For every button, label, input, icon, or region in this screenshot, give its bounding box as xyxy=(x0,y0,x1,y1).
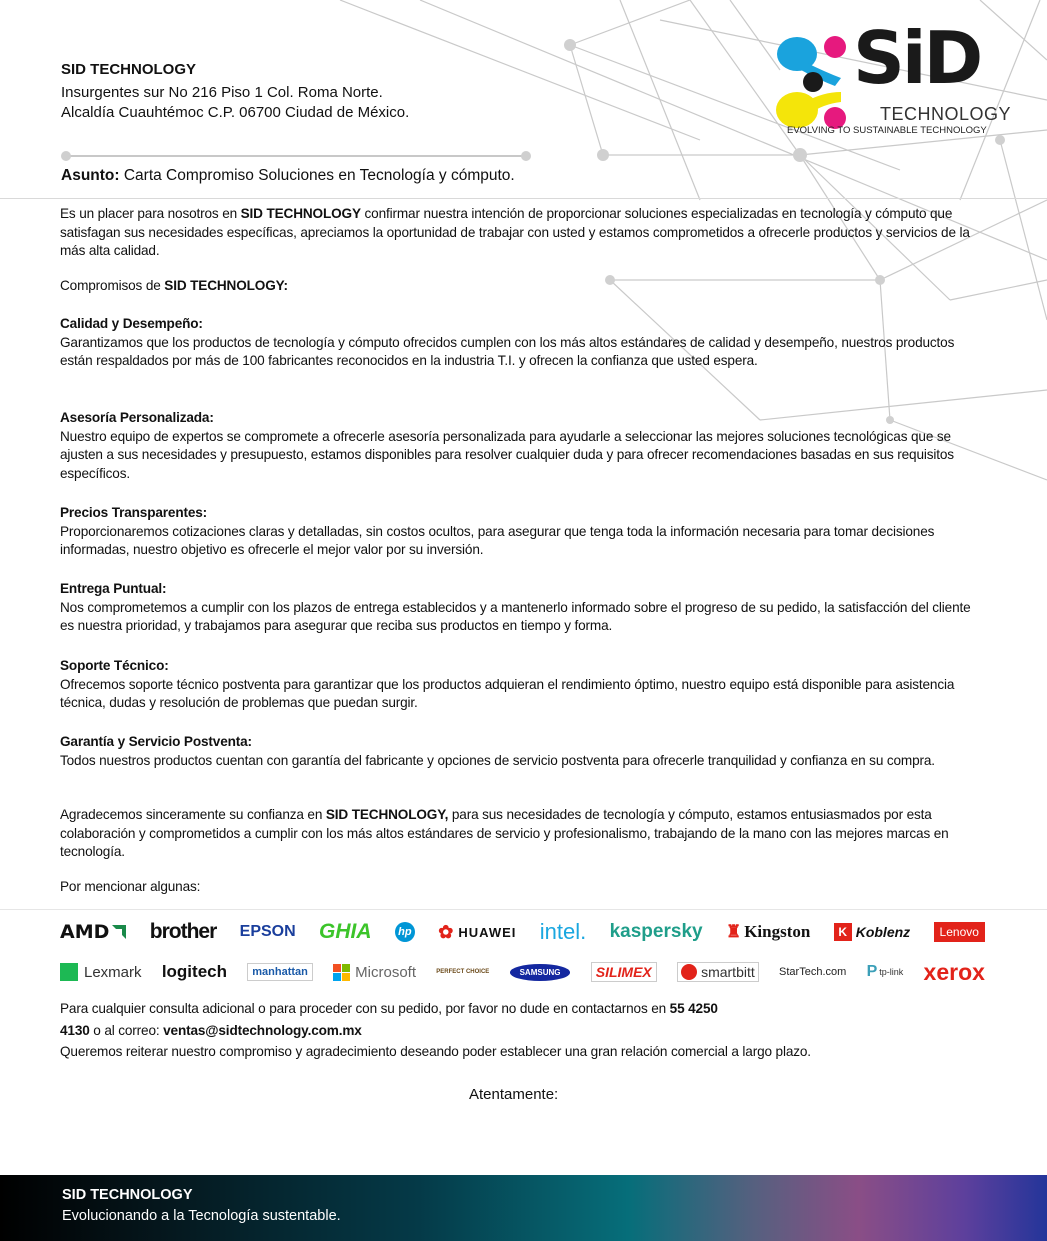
brand-logo-perfect-choice: PERFECT CHOICE xyxy=(436,969,490,975)
brand-logo-hp: hp xyxy=(395,922,415,942)
section-text: Ofrecemos soporte técnico postventa para garantizar que los productos adquieran el rendimiento óptimo, nuestro equipo está disponible para asistencia técnica, dudas y resolución de problemas que puedan surgir. xyxy=(60,676,955,710)
section-title: Garantía y Servicio Postventa: xyxy=(60,734,252,749)
sign-off: Atentamente: xyxy=(469,1086,559,1103)
brand-logo-ghia: GHIA xyxy=(319,920,372,943)
subject-divider xyxy=(58,148,538,164)
brand-logo-lenovo: Lenovo xyxy=(934,922,985,942)
closing-text-a: Agradecemos sinceramente su confianza en xyxy=(60,807,326,822)
company-logo xyxy=(775,16,1012,140)
brand-logo-logitech: logitech xyxy=(161,962,227,981)
section-text: Nos comprometemos a cumplir con los plazos de entrega establecidos y a mantenerlo informado sobre el progreso de su pedido, la satisfacción del cliente es nuestra prioridad, y trabajamos para asegurar que reciba sus productos en tiempo y forma. xyxy=(60,599,971,633)
subject-line xyxy=(61,167,515,185)
section-title: Entrega Puntual: xyxy=(60,581,167,596)
brand-logo-kaspersky: kaspersky xyxy=(609,921,703,942)
commitments-heading xyxy=(60,277,985,296)
logo-dots-icon xyxy=(775,32,860,132)
logo-sub: TECHNOLOGY xyxy=(880,104,1012,124)
intro-paragraph xyxy=(60,205,985,261)
brand-logo-xerox: xerox xyxy=(923,958,985,985)
reiterate-paragraph: Queremos reiterar nuestro compromiso y agradecimiento deseando poder establecer una gran relación comercial a largo plazo. xyxy=(60,1044,811,1059)
section-title: Asesoría Personalizada: xyxy=(60,410,214,425)
section-asesoria xyxy=(60,409,985,483)
closing-text-b: para sus necesidades de tecnología y cómputo, estamos entusiasmados por esta colaboración y comprometidos a cumplir con los más altos estándares de servicio y profesionalismo, trabajando de la mano con las mejores marcas en tecnología. xyxy=(60,807,949,859)
brands-intro: Por mencionar algunas: xyxy=(60,879,201,894)
commitments-company: SID TECHNOLOGY: xyxy=(164,278,288,293)
brand-logos-row-1 xyxy=(60,917,985,947)
brand-logo-intel: intel. xyxy=(539,919,587,944)
brand-logo-kingston: ♜ Kingston xyxy=(725,922,811,941)
logo-tagline: EVOLVING TO SUSTAINABLE TECHNOLOGY xyxy=(787,125,987,136)
contact-paragraph xyxy=(60,998,850,1042)
intro-text-a: Es un placer para nosotros en xyxy=(60,206,241,221)
brand-logo-amd: AMD xyxy=(60,921,126,943)
brand-logo-koblenz: K Koblenz xyxy=(834,923,910,941)
address-line-1: Insurgentes sur No 216 Piso 1 Col. Roma Norte. xyxy=(61,84,383,101)
section-text: Nuestro equipo de expertos se compromete a ofrecerle asesoría personalizada para ayudarle a seleccionar las mejores soluciones tecnológicas que se ajusten a sus necesidades y presupuesto, estamos disponibles para resolver cualquier duda y para ofrecer recomendaciones basadas en sus requisitos específicos. xyxy=(60,428,954,481)
brand-logo-silimex: SILIMEX xyxy=(591,962,657,982)
contact-text: Para cualquier consulta adicional o para proceder con su pedido, por favor no dude en contactarnos en xyxy=(60,1001,670,1016)
brand-logo-samsung: SAMSUNG xyxy=(510,964,571,981)
subject-label: Asunto: xyxy=(61,167,120,184)
brand-logo-tplink: P tp-link xyxy=(866,963,904,980)
subject-text: Carta Compromiso Soluciones en Tecnología y cómputo. xyxy=(119,167,515,184)
closing-company: SID TECHNOLOGY, xyxy=(325,807,449,822)
section-text: Garantizamos que los productos de tecnología y cómputo ofrecidos cumplen con los más altos estándares de calidad y desempeño, nuestros productos están respaldados por más de 100 fabricantes reconocidos en la industria T.I. y ofrecen la confianza que usted espera. xyxy=(60,334,955,368)
closing-paragraph xyxy=(60,806,985,862)
brand-logo-smartbitt: smartbitt xyxy=(677,962,759,982)
contact-phone-part1[interactable]: 55 4250 xyxy=(669,1001,718,1016)
section-title: Soporte Técnico: xyxy=(60,658,169,673)
intro-text-b: confirmar nuestra intención de proporcionar soluciones especializadas en tecnología y cómputo que satisfagan sus necesidades específicas, apreciamos la oportunidad de trabajar con usted y estamos comprometidos a ofrecerle productos y servicios de la más alta calidad. xyxy=(60,206,970,258)
section-soporte xyxy=(60,657,985,713)
commitments-text: Compromisos de xyxy=(60,278,165,293)
section-text: Todos nuestros productos cuentan con garantía del fabricante y opciones de servicio postventa para ofrecerle tranquilidad y confianza en su compra. xyxy=(60,752,935,768)
section-entrega xyxy=(60,580,985,636)
brand-logo-startech: StarTech.com xyxy=(779,966,847,978)
company-name: SID TECHNOLOGY xyxy=(61,61,197,78)
section-text: Proporcionaremos cotizaciones claras y detalladas, sin costos ocultos, para asegurar que tenga toda la información necesaria para tomar decisiones informadas, nuestro objetivo es ofrecerle el mejor valor por su inversión. xyxy=(60,523,935,557)
brand-logo-huawei: ✿ HUAWEI xyxy=(438,921,517,942)
section-title: Precios Transparentes: xyxy=(60,505,208,520)
contact-mid: o al correo: xyxy=(89,1023,164,1038)
brand-logo-brother: brother xyxy=(149,920,217,943)
logo-wordmark: SiD xyxy=(853,16,981,100)
footer-banner xyxy=(0,1175,1047,1241)
brand-logo-manhattan: manhattan xyxy=(247,963,313,981)
footer-subtitle: Evolucionando a la Tecnología sustentable. xyxy=(62,1208,341,1224)
brand-logo-epson: EPSON xyxy=(239,923,296,940)
contact-phone-part2[interactable]: 4130 xyxy=(60,1023,90,1038)
section-garantia xyxy=(60,733,985,770)
address-line-2: Alcaldía Cuauhtémoc C.P. 06700 Ciudad de México. xyxy=(61,104,410,121)
contact-email[interactable]: ventas@sidtechnology.com.mx xyxy=(163,1023,362,1038)
section-calidad xyxy=(60,315,985,371)
section-title: Calidad y Desempeño: xyxy=(60,316,203,331)
brand-logo-microsoft: Microsoft xyxy=(333,964,416,981)
intro-company: SID TECHNOLOGY xyxy=(240,206,361,221)
brand-logos-row-2 xyxy=(60,957,985,987)
section-precios xyxy=(60,504,985,560)
footer-title: SID TECHNOLOGY xyxy=(62,1187,193,1203)
brand-logo-lexmark: Lexmark xyxy=(60,963,142,981)
